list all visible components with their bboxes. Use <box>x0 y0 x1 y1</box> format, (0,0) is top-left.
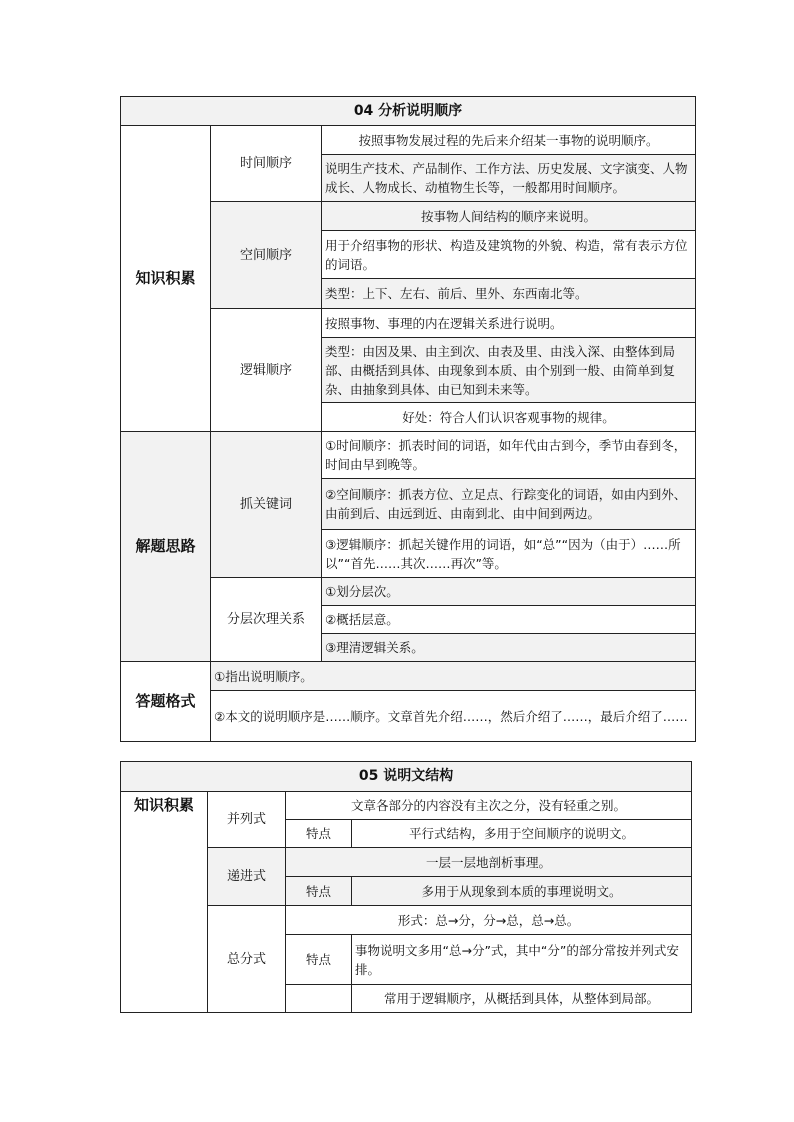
logic-benefit: 好处：符合人们认识客观事物的规律。 <box>322 403 696 432</box>
layering-step-2: ②概括层意。 <box>322 606 696 634</box>
progressive-description: 一层一层地剖析事理。 <box>286 848 692 877</box>
logic-definition: 按照事物、事理的内在逻辑关系进行说明。 <box>322 309 696 338</box>
subcategory-layering: 分层次理关系 <box>211 578 322 662</box>
progressive-feature: 多用于从现象到本质的事理说明文。 <box>352 877 692 906</box>
sequence-table <box>120 96 696 742</box>
general-feature-label: 特点 <box>286 935 352 985</box>
time-definition: 按照事物发展过程的先后来介绍某一事物的说明顺序。 <box>322 126 696 155</box>
keywords-space: ②空间顺序：抓表方位、立足点、行踪变化的词语，如由内到外、由前到后、由远到近、由南到北、由中间到两边。 <box>322 479 696 530</box>
table-title: 05 说明文结构 <box>121 762 692 792</box>
answer-step-1: ①指出说明顺序。 <box>211 662 696 691</box>
parallel-feature: 平行式结构，多用于空间顺序的说明文。 <box>352 820 692 848</box>
subcategory-logic: 逻辑顺序 <box>211 309 322 432</box>
subcategory-keywords: 抓关键词 <box>211 432 322 578</box>
space-definition: 按事物人间结构的顺序来说明。 <box>322 202 696 231</box>
structure-table <box>120 761 692 1013</box>
subcategory-space: 空间顺序 <box>211 202 322 309</box>
logic-types: 类型：由因及果、由主到次、由表及里、由浅入深、由整体到局部、由概括到具体、由现象到本质、由个别到一般、由简单到复杂、由抽象到具体、由已知到未来等。 <box>322 338 696 403</box>
category-knowledge: 知识积累 <box>121 126 211 432</box>
time-usage: 说明生产技术、产品制作、工作方法、历史发展、文字演变、人物成长、人物成长、动植物生长等，一般都用时间顺序。 <box>322 155 696 202</box>
parallel-description: 文章各部分的内容没有主次之分，没有轻重之别。 <box>286 792 692 820</box>
category-approach: 解题思路 <box>121 432 211 662</box>
structure-general-specific: 总分式 <box>208 906 286 1013</box>
category-knowledge: 知识积累 <box>121 792 208 1013</box>
parallel-feature-label: 特点 <box>286 820 352 848</box>
subcategory-time: 时间顺序 <box>211 126 322 202</box>
category-answer-format: 答题格式 <box>121 662 211 742</box>
space-usage: 用于介绍事物的形状、构造及建筑物的外貌、构造，常有表示方位的词语。 <box>322 231 696 279</box>
table-title: 04 分析说明顺序 <box>121 97 696 126</box>
general-usage: 常用于逻辑顺序，从概括到具体，从整体到局部。 <box>352 985 692 1013</box>
space-types: 类型：上下、左右、前后、里外、东西南北等。 <box>322 279 696 309</box>
general-form: 形式：总→分，分→总，总→总。 <box>286 906 692 935</box>
progressive-feature-label: 特点 <box>286 877 352 906</box>
keywords-logic: ③逻辑顺序：抓起关键作用的词语，如“总”“因为（由于）……所以”“首先……其次……再次”等。 <box>322 530 696 578</box>
structure-progressive: 递进式 <box>208 848 286 906</box>
structure-parallel: 并列式 <box>208 792 286 848</box>
layering-step-3: ③理清逻辑关系。 <box>322 634 696 662</box>
answer-step-2: ②本文的说明顺序是……顺序。文章首先介绍……，然后介绍了……，最后介绍了…… <box>211 691 696 742</box>
general-feature: 事物说明文多用“总→分”式，其中“分”的部分常按并列式安排。 <box>352 935 692 985</box>
keywords-time: ①时间顺序：抓表时间的词语，如年代由古到今，季节由春到冬，时间由早到晚等。 <box>322 432 696 479</box>
layering-step-1: ①划分层次。 <box>322 578 696 606</box>
general-empty-cell <box>286 985 352 1013</box>
